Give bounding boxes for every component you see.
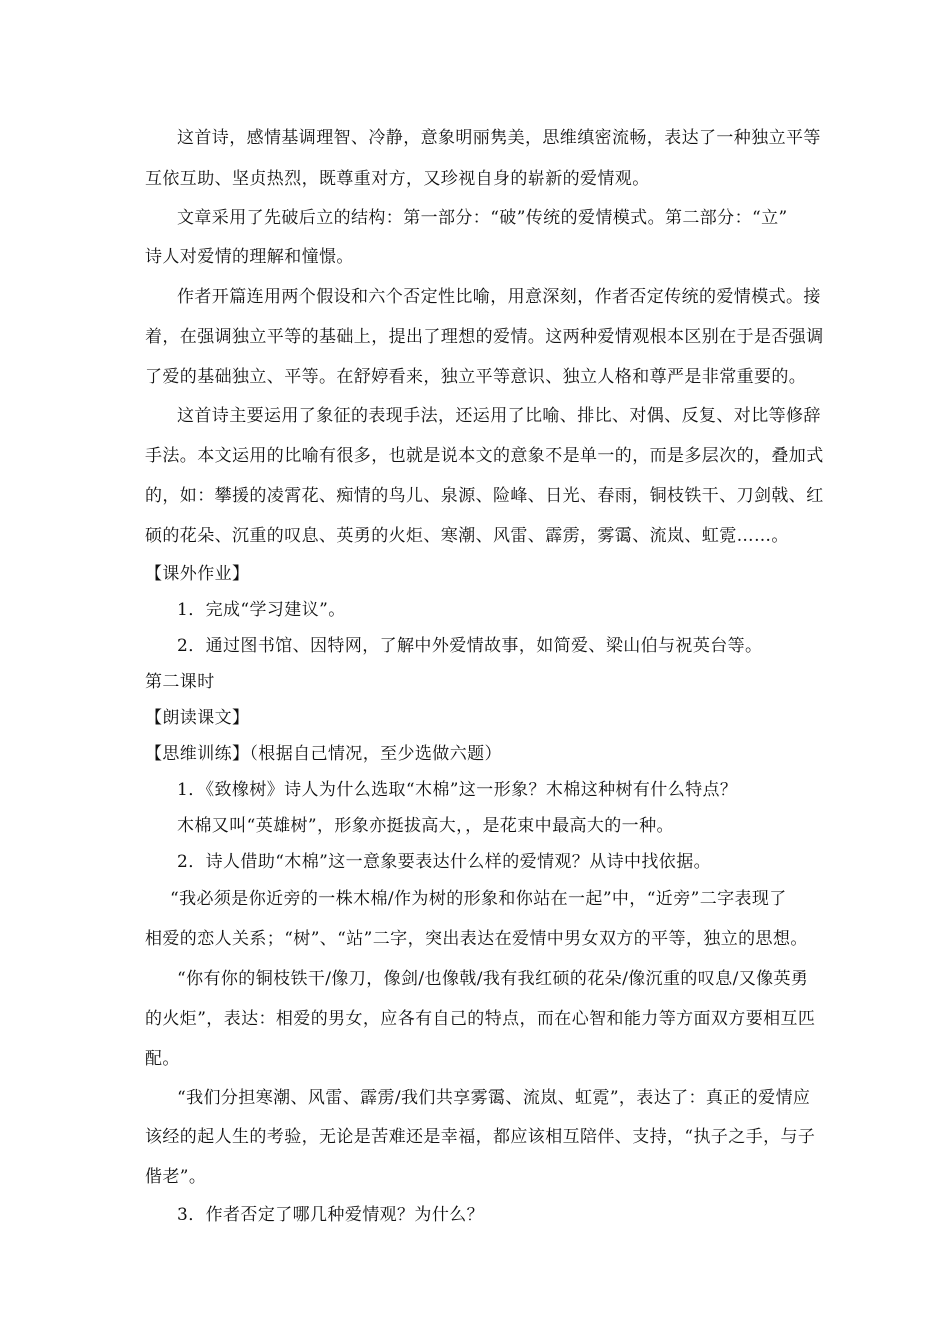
homework-item: 1．完成“学习建议”。 [177, 600, 346, 620]
paragraph-line: 作者开篇连用两个假设和六个否定性比喻，用意深刻，作者否定传统的爱情模式。接 [177, 287, 821, 307]
paragraph-line: 这首诗主要运用了象征的表现手法，还运用了比喻、排比、对偶、反复、对比等修辞 [177, 406, 821, 426]
question: 3．作者否定了哪几种爱情观？为什么？ [177, 1205, 485, 1225]
paragraph-line: 的，如：攀援的凌霄花、痴情的鸟儿、泉源、险峰、日光、春雨，铜枝铁干、刀剑戟、红 [145, 486, 824, 506]
question: 1．《致橡树》诗人为什么选取“木棉”这一形象？木棉这种树有什么特点？ [177, 780, 738, 800]
answer-line: 的火炬”，表达：相爱的男女，应各有自己的特点，而在心智和能力等方面双方要相互匹 [145, 1009, 816, 1029]
paragraph-line: 硕的花朵、沉重的叹息、英勇的火炬、寒潮、风雷、霹雳，雾霭、流岚、虹霓……。 [145, 526, 789, 546]
answer-line: 该经的起人生的考验，无论是苦难还是幸福，都应该相互陪伴、支持，“执子之手，与子 [145, 1127, 816, 1147]
answer-line: 偕老”。 [145, 1167, 207, 1187]
section-heading-reading: 【朗读课文】 [145, 708, 250, 728]
section-heading-thinking: 【思维训练】（根据自己情况，至少选做六题） [145, 744, 502, 764]
answer: 木棉又叫“英雄树”，形象亦挺拔高大，，是花束中最高大的一种。 [177, 816, 674, 836]
homework-item: 2．通过图书馆、因特网，了解中外爱情故事，如简爱、梁山伯与祝英台等。 [177, 636, 763, 656]
paragraph-line: 这首诗，感情基调理智、冷静，意象明丽隽美，思维缜密流畅，表达了一种独立平等 [177, 128, 821, 148]
paragraph-line: 诗人对爱情的理解和憧憬。 [145, 247, 354, 267]
answer-line: “我必须是你近旁的一株木棉/作为树的形象和你站在一起”中，“近旁”二字表现了 [170, 889, 787, 909]
paragraph-line: 着，在强调独立平等的基础上，提出了理想的爱情。这两种爱情观根本区别在于是否强调 [145, 327, 824, 347]
paragraph-line: 手法。本文运用的比喻有很多，也就是说本文的意象不是单一的，而是多层次的，叠加式 [145, 446, 824, 466]
answer-line: “你有你的铜枝铁干/像刀，像剑/也像戟/我有我红硕的花朵/像沉重的叹息/又像英勇 [177, 969, 809, 989]
lesson-title: 第二课时 [145, 672, 215, 692]
answer-line: 相爱的恋人关系；“树”、“站”二字，突出表达在爱情中男女双方的平等，独立的思想。 [145, 929, 808, 949]
paragraph-line: 互依互助、坚贞热烈，既尊重对方，又珍视自身的崭新的爱情观。 [145, 169, 650, 189]
paragraph-line: 了爱的基础独立、平等。在舒婷看来，独立平等意识、独立人格和尊严是非常重要的。 [145, 367, 807, 387]
answer-line: “我们分担寒潮、风雷、霹雳/我们共享雾霭、流岚、虹霓”，表达了：真正的爱情应 [177, 1088, 811, 1108]
question: 2．诗人借助“木棉”这一意象要表达什么样的爱情观？从诗中找依据。 [177, 852, 711, 872]
answer-line: 配。 [145, 1049, 180, 1069]
paragraph-line: 文章采用了先破后立的结构：第一部分：“破”传统的爱情模式。第二部分：“立” [177, 208, 788, 228]
section-heading-homework: 【课外作业】 [145, 564, 250, 584]
